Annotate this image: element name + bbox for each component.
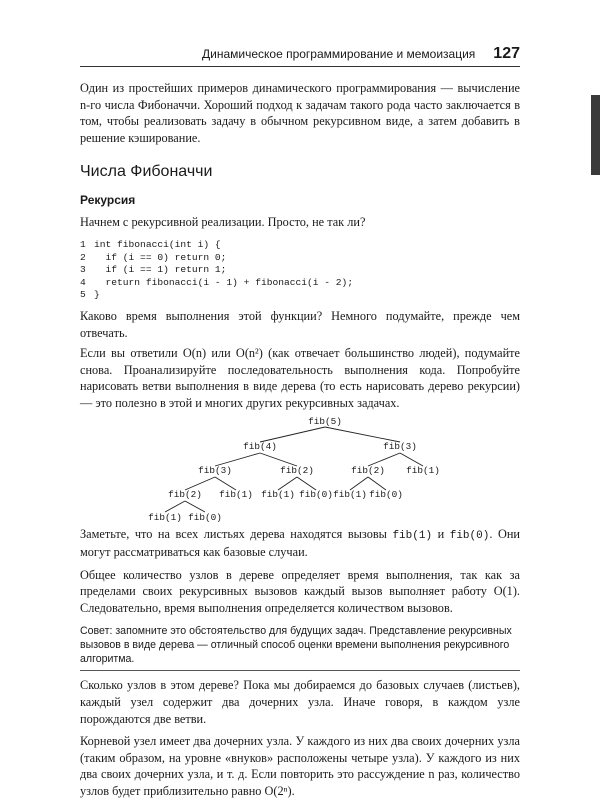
line-number: 2 xyxy=(80,251,86,263)
tree-node: fib(2) xyxy=(168,488,202,500)
code-text: if (i == 1) return 1; xyxy=(94,264,227,276)
code-text: return fibonacci(i - 1) + fibonacci(i - 2); xyxy=(94,276,354,288)
line-number: 4 xyxy=(80,276,86,288)
leaves-paragraph xyxy=(80,526,520,561)
tree-node: fib(0) xyxy=(188,511,222,522)
running-header xyxy=(80,42,520,67)
root-node-paragraph: Корневой узел имеет два дочерних узла. У каждого из них два своих дочерних узла (таким образом, на уровне «внуков» расположены четыре узла). У каждого из них два своих дочерних узла, и т. д. Если повторить это рассуждение n раз, количество узлов будет приблизительно равно O(2ⁿ). xyxy=(80,734,520,799)
code-text: if (i == 0) return 0; xyxy=(94,251,227,263)
code-line xyxy=(80,289,520,302)
tree-node: fib(3) xyxy=(198,464,232,476)
tree-node: fib(1) xyxy=(261,488,295,500)
tree-edge xyxy=(260,427,325,442)
code-text: int fibonacci(int i) { xyxy=(94,238,221,250)
recursion-tree-diagram xyxy=(80,414,520,522)
subsection-title: Рекурсия xyxy=(80,193,136,208)
node-count-paragraph: Сколько узлов в этом дереве? Пока мы добираемся до базовых случаев (листьев), каждый узел содержит два дочерних узла. Иначе говоря, в каждом узле порождаются две ветви. xyxy=(80,678,520,726)
tree-node: fib(1) xyxy=(148,511,182,522)
page-number: 127 xyxy=(493,45,520,62)
page-content xyxy=(80,80,520,800)
tree-edge xyxy=(325,427,400,442)
code-listing xyxy=(80,239,520,302)
code-line xyxy=(80,239,520,252)
tree-edge xyxy=(185,501,205,512)
tree-node-root: fib(5) xyxy=(308,415,342,427)
chapter-thumb-tab xyxy=(591,95,600,175)
code-line xyxy=(80,252,520,265)
tree-node: fib(2) xyxy=(280,464,314,476)
tree-node: fib(0) xyxy=(299,488,333,500)
tip-box: Совет: запомните это обстоятельство для будущих задач. Представление рекурсивных вызовов в виде дерева — отличный способ оценки времени выполнения рекурсивного алгоритма. xyxy=(80,624,520,671)
leaves-text-2: . Они могут рассматриваться как базовые случаи. xyxy=(80,526,520,560)
code-text: } xyxy=(94,289,100,301)
tree-node: fib(1) xyxy=(219,488,253,500)
intro-paragraph: Один из простейших примеров динамического программирования — вычисление n-го числа Фибоначчи. Хороший подход к задачам такого рода часто заключается в том, чтобы реализовать задачу в обычном рекурсивном виде, а затем добавить в решение кэширование. xyxy=(80,81,520,145)
code-line xyxy=(80,264,520,277)
answer-paragraph: Если вы ответили O(n) или O(n²) (как отвечает большинство людей), подумайте снова. Проанализируйте последовательность выполнения кода. Попробуйте нарисовать ветви выполнения в виде дерева (то есть нарисовать дерево рекурсии) — это полезно в этой и многих других рекурсивных задачах. xyxy=(80,346,520,410)
total-nodes-paragraph: Общее количество узлов в дереве определяет время выполнения, так как за пределами своих рекурсивных вызовов каждый вызов выполняет работу O(1). Следовательно, время выполнения определяется количеством вызовов. xyxy=(80,567,520,615)
tree-node: fib(1) xyxy=(333,488,367,500)
code-line xyxy=(80,277,520,290)
tree-edge xyxy=(165,501,185,512)
chapter-title: Динамическое программирование и мемоизация xyxy=(202,47,476,61)
tree-node: fib(3) xyxy=(383,440,417,452)
inline-code-fib1: fib(1) xyxy=(392,529,433,542)
tree-node: fib(0) xyxy=(369,488,403,500)
leaves-text-and: и xyxy=(432,526,450,541)
runtime-question-paragraph: Каково время выполнения этой функции? Немного подумайте, прежде чем отвечать. xyxy=(80,308,520,340)
line-number: 1 xyxy=(80,238,86,250)
tree-node: fib(1) xyxy=(406,464,440,476)
recursion-intro-paragraph: Начнем с рекурсивной реализации. Просто, не так ли? xyxy=(80,215,366,230)
line-number: 3 xyxy=(80,264,86,276)
leaves-text-1: Заметьте, что на всех листьях дерева находятся вызовы xyxy=(80,526,393,541)
tree-node: fib(2) xyxy=(351,464,385,476)
tree-node: fib(4) xyxy=(243,440,277,452)
section-title: Числа Фибоначчи xyxy=(80,163,213,181)
line-number: 5 xyxy=(80,289,86,301)
inline-code-fib0: fib(0) xyxy=(449,529,490,542)
